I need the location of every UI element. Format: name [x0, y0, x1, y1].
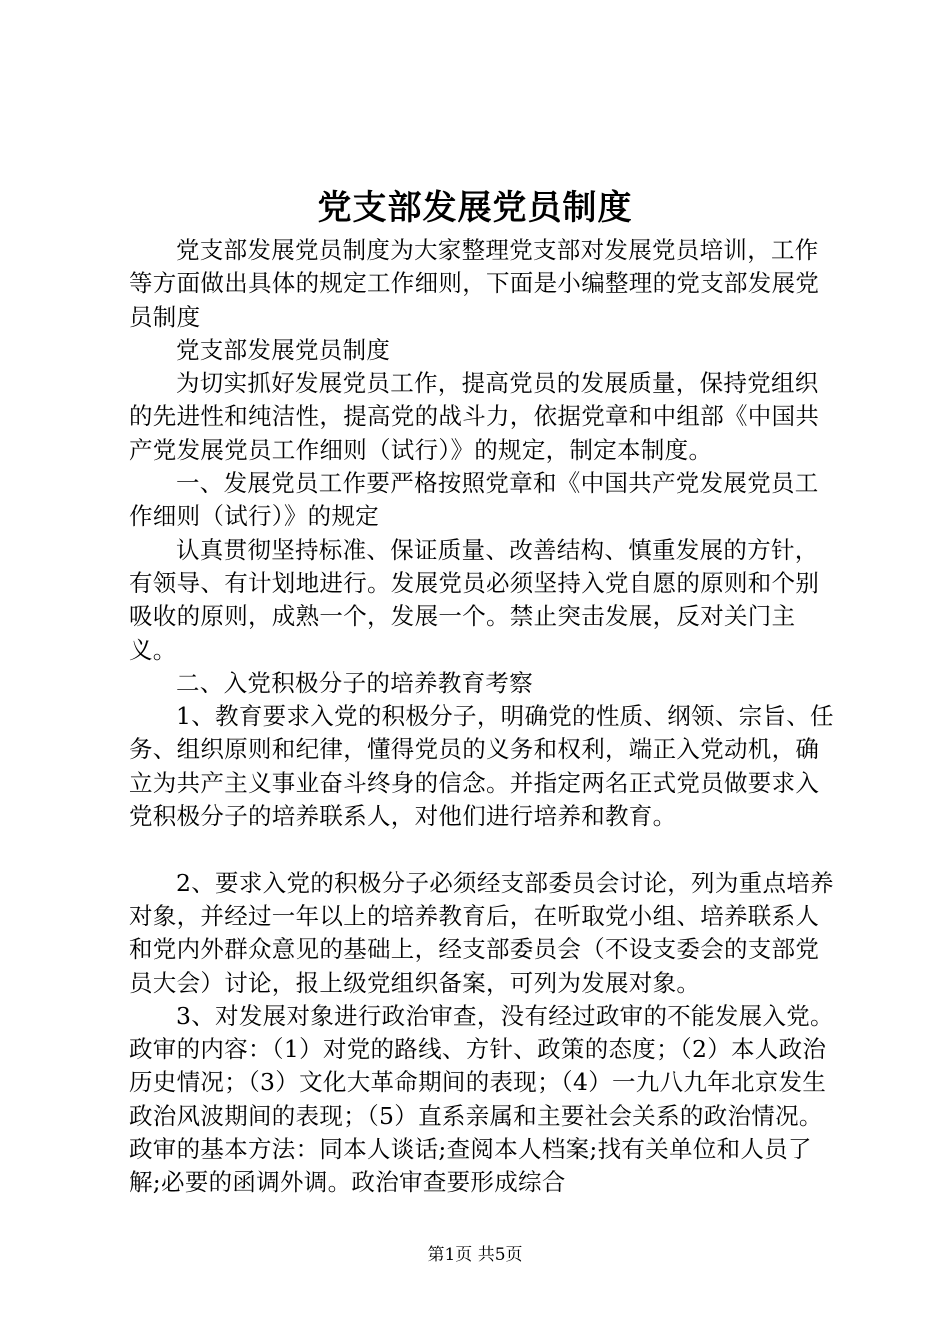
page-number-footer: 第1页 共5页: [427, 1245, 523, 1265]
paragraph-intro: 党支部发展党员制度为大家整理党支部对发展党员培训，工作等方面做出具体的规定工作细则，下面是小编整理的党支部发展党员制度: [129, 236, 820, 331]
paragraph-purpose: 为切实抓好发展党员工作，提高党员的发展质量，保持党组织的先进性和纯洁性，提高党的战斗力，依据党章和中组部《中国共产党发展党员工作细则（试行）》的规定，制定本制度。: [129, 369, 820, 464]
section-heading-2: 二、入党积极分子的培养教育考察: [176, 668, 533, 697]
document-title: 党支部发展党员制度: [317, 188, 633, 228]
paragraph-subtitle: 党支部发展党员制度: [176, 335, 391, 364]
paragraph-item-1: 1、教育要求入党的积极分子，明确党的性质、纲领、宗旨、任务、组织原则和纪律，懂得党员的义务和权利，端正入党动机，确立为共产主义事业奋斗终身的信念。并指定两名正式党员做要求入党积极分子的培养联系人，对他们进行培养和教育。: [129, 702, 834, 831]
paragraph-item-3: 3、对发展对象进行政治审查，没有经过政审的不能发展入党。政审的内容：（1）对党的路线、方针、政策的态度；（2）本人政治历史情况；（3）文化大革命期间的表现；（4）一九八九年北京发生政治风波期间的表现；（5）直系亲属和主要社会关系的政治情况。政审的基本方法：同本人谈话;查阅本人档案;找有关单位和人员了解;必要的函调外调。政治审查要形成综合: [129, 1001, 834, 1197]
blank-line: [129, 833, 841, 866]
paragraph-principles: 认真贯彻坚持标准、保证质量、改善结构、慎重发展的方针，有领导、有计划地进行。发展党员必须坚持入党自愿的原则和个别吸收的原则，成熟一个，发展一个。禁止突击发展，反对关门主义。: [129, 535, 820, 664]
paragraph-item-2: 2、要求入党的积极分子必须经支部委员会讨论，列为重点培养对象，并经过一年以上的培养教育后，在听取党小组、培养联系人和党内外群众意见的基础上，经支部委员会（不设支委会的支部党员大会）讨论，报上级党组织备案，可列为发展对象。: [129, 868, 834, 997]
section-heading-1: 一、发展党员工作要严格按照党章和《中国共产党发展党员工作细则（试行）》的规定: [129, 469, 819, 531]
document-body: [129, 234, 841, 1200]
